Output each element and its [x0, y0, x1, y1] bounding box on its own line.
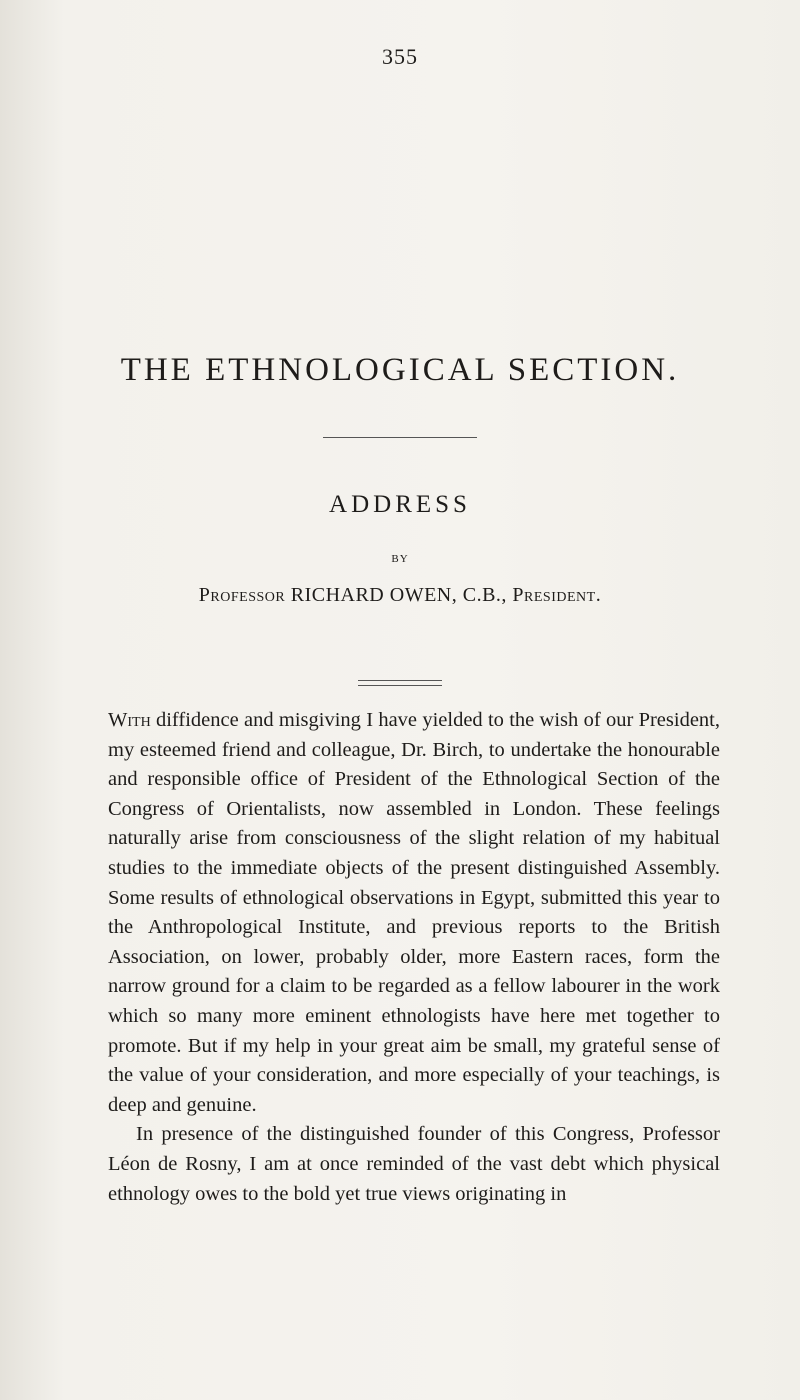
author-line	[0, 584, 800, 607]
double-rule-divider	[358, 680, 442, 686]
title-divider	[323, 437, 477, 438]
page-number: 355	[382, 44, 418, 69]
paragraph-lead: With	[108, 709, 151, 731]
address-heading: ADDRESS	[329, 491, 471, 518]
by-line: BY	[391, 553, 409, 565]
section-title: THE ETHNOLOGICAL SECTION.	[120, 352, 680, 388]
author-role: President.	[512, 584, 602, 606]
paragraph	[108, 1120, 720, 1209]
author-prefix: Professor	[198, 584, 286, 606]
author-name: RICHARD OWEN, C.B.,	[290, 584, 507, 606]
paragraph-text: diffidence and misgiving I have yielded to the wish of our President, my esteemed friend and colleague, Dr. Birch, to undertake the honourable and responsible office of President of the Ethnological Section of the Congress of Orientalists, now assembled in London. These feelings naturally arise from consciousness of the slight relation of my habitual studies to the immediate objects of the present distinguished Assembly. Some results of ethnological observations in Egypt, submitted this year to the Anthropological Institute, and previous reports to the British Association, on lower, probably older, more Eastern races, form the narrow ground for a claim to be regarded as a fellow labourer in the work which so many more eminent ethnologists have here met together to promote. But if my help in your great aim be small, my grateful sense of the value of your consideration, and more especially of your teachings, is deep and genuine.	[108, 709, 720, 1116]
paragraph-text: In presence of the distinguished founder of this Congress, Professor Léon de Rosny, I am at once reminded of the vast debt which physical ethnology owes to the bold yet true views originating in	[108, 1123, 720, 1205]
body-text	[108, 706, 720, 1209]
paragraph	[108, 706, 720, 1120]
